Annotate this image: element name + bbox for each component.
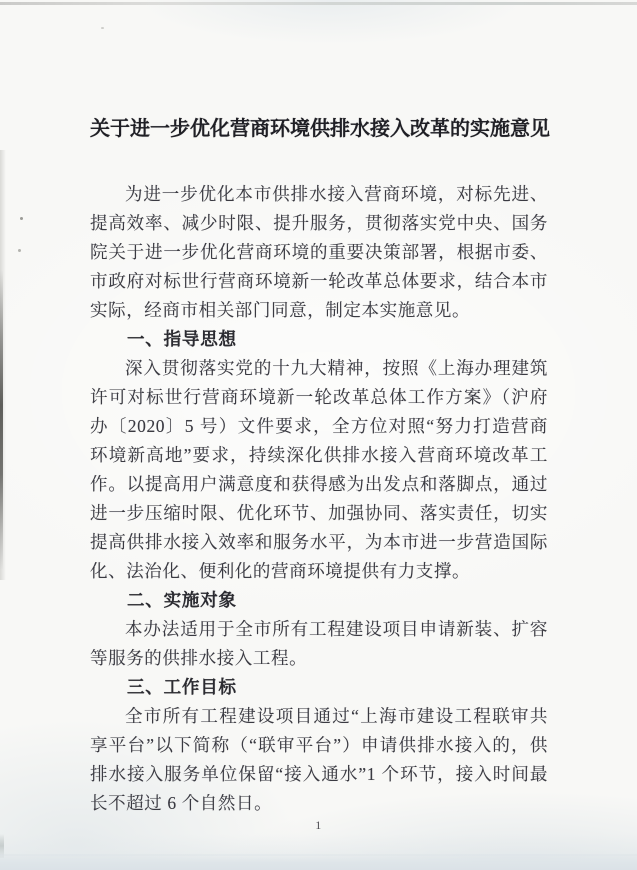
section-heading-work-goal: 三、工作目标 (127, 677, 237, 697)
paragraph-guiding-ideology: 深入贯彻落实党的十九大精神，按照《上海办理建筑许可对标世行营商环境新一轮改革总体工作方案》（沪府办〔2020〕5 号）文件要求，全方位对照“努力打造营商环境新高地”要求，持续深化供排水接入营商环境改革工作。以提高用户满意度和获得感为出发点和落脚点，通过进一步压缩时限、优化环节、加强协同、落实责任，切实提高供排水接入效率和服务水平，为本市进一步营造国际化、法治化、便利化的营商环境提供有力支撑。 (90, 358, 548, 581)
paragraph-implementation-target: 本办法适用于全市所有工程建设项目申请新装、扩容等服务的供排水接入工程。 (90, 619, 548, 668)
scan-artifact-bottom-haze (0, 834, 637, 856)
scan-speck (101, 27, 104, 29)
paragraph-work-goal: 全市所有工程建设项目通过“上海市建设工程联审共享平台”以下简称（“联审平台”）申请供排水接入的，供排水接入服务单位保留“接入通水”1 个环节，接入时间最长不超过 6 个自然日。 (90, 706, 548, 813)
section-heading-implementation-target: 二、实施对象 (127, 590, 237, 610)
section-heading-guiding-ideology: 一、指导思想 (127, 329, 237, 349)
scan-artifact-top-edge-line (0, 2, 637, 5)
page-number: 1 (315, 818, 322, 832)
scan-speck (20, 217, 23, 220)
document-title: 关于进一步优化营商环境供排水接入改革的实施意见 (90, 118, 550, 140)
scan-artifact-bottom-band (0, 854, 637, 870)
scan-artifact-left-streak (0, 270, 3, 570)
scan-speck (18, 249, 21, 252)
document-body (90, 112, 548, 818)
paragraph-intro: 为进一步优化本市供排水接入营商环境，对标先进、提高效率、减少时限、提升服务，贯彻落实党中央、国务院关于进一步优化营商环境的重要决策部署，根据市委、市政府对标世行营商环境新一轮改革总体要求，结合本市实际，经商市相关部门同意，制定本实施意见。 (90, 184, 548, 320)
